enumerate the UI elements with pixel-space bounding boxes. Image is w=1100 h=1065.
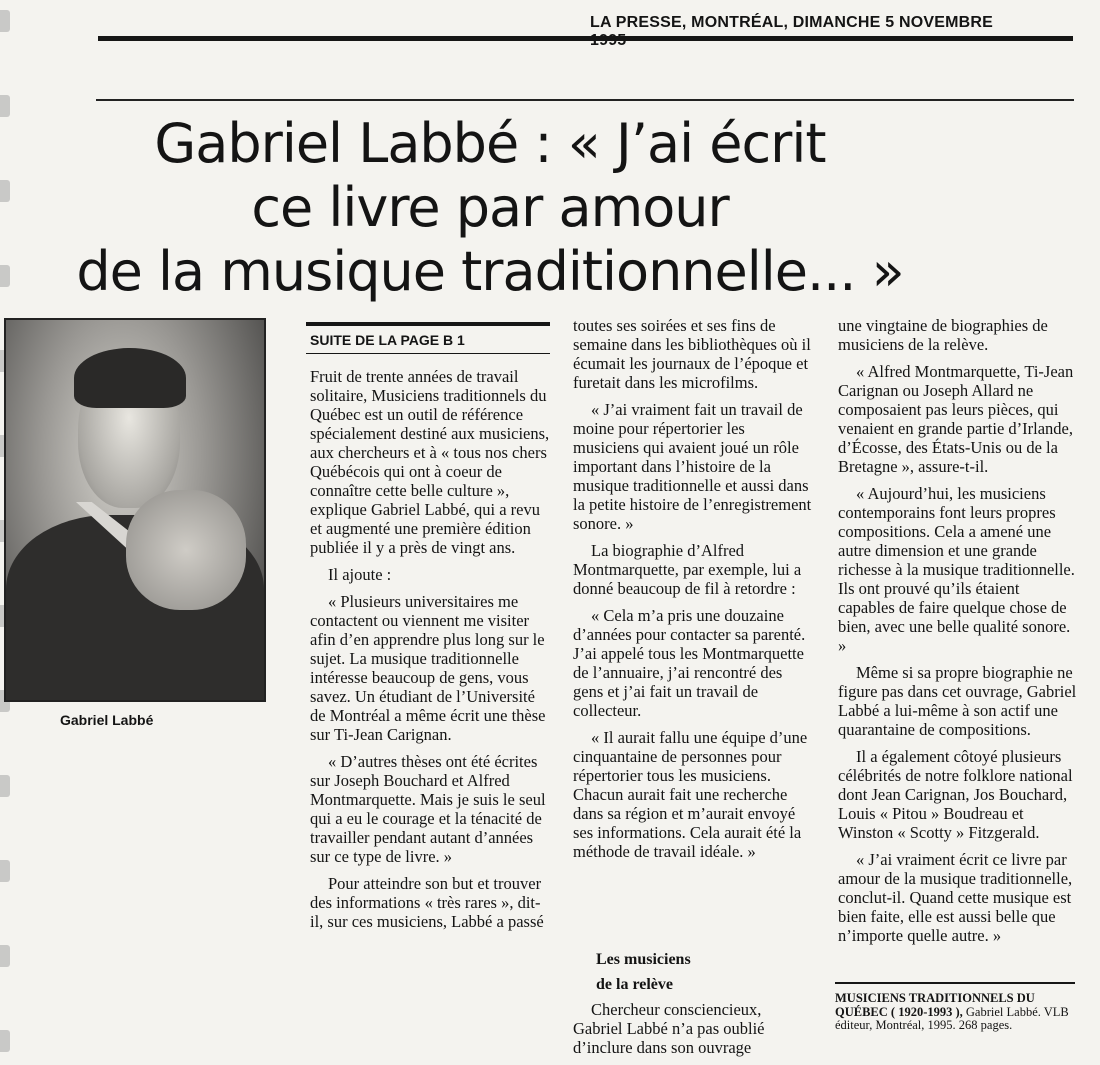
- masthead-rule: [98, 36, 1073, 41]
- article-column-3: [838, 316, 1078, 953]
- headline-line-3: de la musique traditionnelle... »: [76, 240, 904, 303]
- photo-hands-shape: [126, 490, 246, 610]
- paragraph: « Cela m’a pris une douzaine d’années pour contacter sa parenté. J’ai appelé tous les Montmarquette de l’annuaire, j’ai rencontré des gens et j’ai fait un travail de collecteur.: [573, 606, 806, 720]
- binder-hole: [0, 180, 10, 202]
- paragraph: Fruit de trente années de travail solitaire, Musiciens traditionnels du Québec est un outil de référence spécialement destiné aux musiciens, aux chercheurs et à « tous nos chers Québécois qui ont à coeur de connaître cette belle culture », explique Gabriel Labbé, qui a revu et augmenté une première édition publiée il y a près de vingt ans.: [310, 367, 550, 557]
- book-reference: [835, 992, 1078, 1033]
- binder-hole: [0, 775, 10, 797]
- book-reference-title: MUSICIENS TRADITIONNELS DU QUÉBEC ( 1920-1993 ),: [835, 991, 1035, 1019]
- headline-line-2: ce livre par amour: [251, 176, 729, 239]
- suite-rule-bottom: [306, 353, 550, 354]
- continuation-label: SUITE DE LA PAGE B 1: [310, 332, 465, 348]
- photo-hair-shape: [74, 348, 186, 408]
- paragraph: toutes ses soirées et ses fins de semaine dans les bibliothèques où il écumait les journaux de l’époque et furetait dans les microfilms.: [573, 316, 811, 392]
- binder-hole: [0, 860, 10, 882]
- paragraph: « Aujourd’hui, les musiciens contemporains font leurs propres compositions. Cela a amené une autre dimension et une grande richesse à la musique traditionnelle. Ils ont prouvé qu’ils étaient capables de faire quelque chose de bien, avec une belle qualité sonore. »: [838, 484, 1075, 655]
- binder-hole: [0, 95, 10, 117]
- book-reference-details: Gabriel Labbé. VLB éditeur, Montréal, 1995. 268 pages.: [835, 1004, 1069, 1032]
- portrait-photo: [4, 318, 266, 702]
- headline: [60, 112, 920, 304]
- paragraph: « Alfred Montmarquette, Ti-Jean Carignan ou Joseph Allard ne composaient pas leurs pièces, qui venaient en grande partie d’Irlande, d’Écosse, des États-Unis ou de la Bretagne », assure-t-il.: [838, 362, 1074, 476]
- suite-rule-top: [306, 322, 550, 326]
- headline-line-1: Gabriel Labbé : « J’ai écrit: [154, 112, 826, 175]
- binder-hole: [0, 1030, 10, 1052]
- paragraph: Chercheur consciencieux, Gabriel Labbé n’a pas oublié d’inclure dans son ouvrage: [573, 1000, 765, 1057]
- paragraph: « D’autres thèses ont été écrites sur Joseph Bouchard et Alfred Montmarquette. Mais je suis le seul qui a eu le courage et la ténacité de travailler pendant autant d’années sur ce type de livre. »: [310, 752, 546, 866]
- binder-hole: [0, 265, 10, 287]
- article-column-2-continued: [573, 1000, 813, 1065]
- paragraph: « Plusieurs universitaires me contactent ou viennent me visiter afin d’en apprendre plus long sur le sujet. La musique traditionnelle intéresse beaucoup de gens, vous savez. Un étudiant de l’Université de Montréal a même écrit une thèse sur Ti-Jean Carignan.: [310, 592, 546, 744]
- paragraph: Il ajoute :: [328, 565, 392, 584]
- paragraph: Il a également côtoyé plusieurs célébrités de notre folklore national dont Jean Carignan, Jos Bouchard, Louis « Pitou » Boudreau et Winston « Scotty » Fitzgerald.: [838, 747, 1073, 842]
- subheading-line-1: Les musiciens: [596, 951, 691, 968]
- paragraph: « J’ai vraiment écrit ce livre par amour de la musique traditionnelle, conclut-il. Quand cette musique est bien faite, elle est aussi belle que n’importe quelle autre. »: [838, 850, 1073, 945]
- article-column-1: [310, 367, 550, 939]
- binder-hole: [0, 10, 10, 32]
- reference-rule: [835, 982, 1075, 984]
- masthead: LA PRESSE, MONTRÉAL, DIMANCHE 5 NOVEMBRE: [590, 14, 993, 31]
- binder-hole: [0, 945, 10, 967]
- paragraph: une vingtaine de biographies de musiciens de la relève.: [838, 316, 1048, 354]
- paragraph: « J’ai vraiment fait un travail de moine pour répertorier les musiciens qui avaient joué un rôle important dans l’histoire de la musique traditionnelle et aussi dans la petite histoire de l’enregistrement sonore. »: [573, 400, 812, 533]
- subheading-line-2: de la relève: [596, 976, 674, 993]
- paragraph: Pour atteindre son but et trouver des informations « très rares », dit-il, sur ces musiciens, Labbé a passé: [310, 874, 544, 931]
- photo-caption: Gabriel Labbé: [60, 712, 154, 728]
- paragraph: La biographie d’Alfred Montmarquette, par exemple, lui a donné beaucoup de fil à retordre :: [573, 541, 802, 598]
- article-column-2: [573, 316, 813, 869]
- headline-rule: [96, 99, 1074, 101]
- paragraph: « Il aurait fallu une équipe d’une cinquantaine de personnes pour répertorier tous les musiciens. Chacun aurait fait une recherche dans sa région et m’aurait envoyé ses informations. Cela aurait été la méthode de travail idéale. »: [573, 728, 808, 861]
- paragraph: Même si sa propre biographie ne figure pas dans cet ouvrage, Gabriel Labbé a lui-même à son actif une quarantaine de compositions.: [838, 663, 1077, 739]
